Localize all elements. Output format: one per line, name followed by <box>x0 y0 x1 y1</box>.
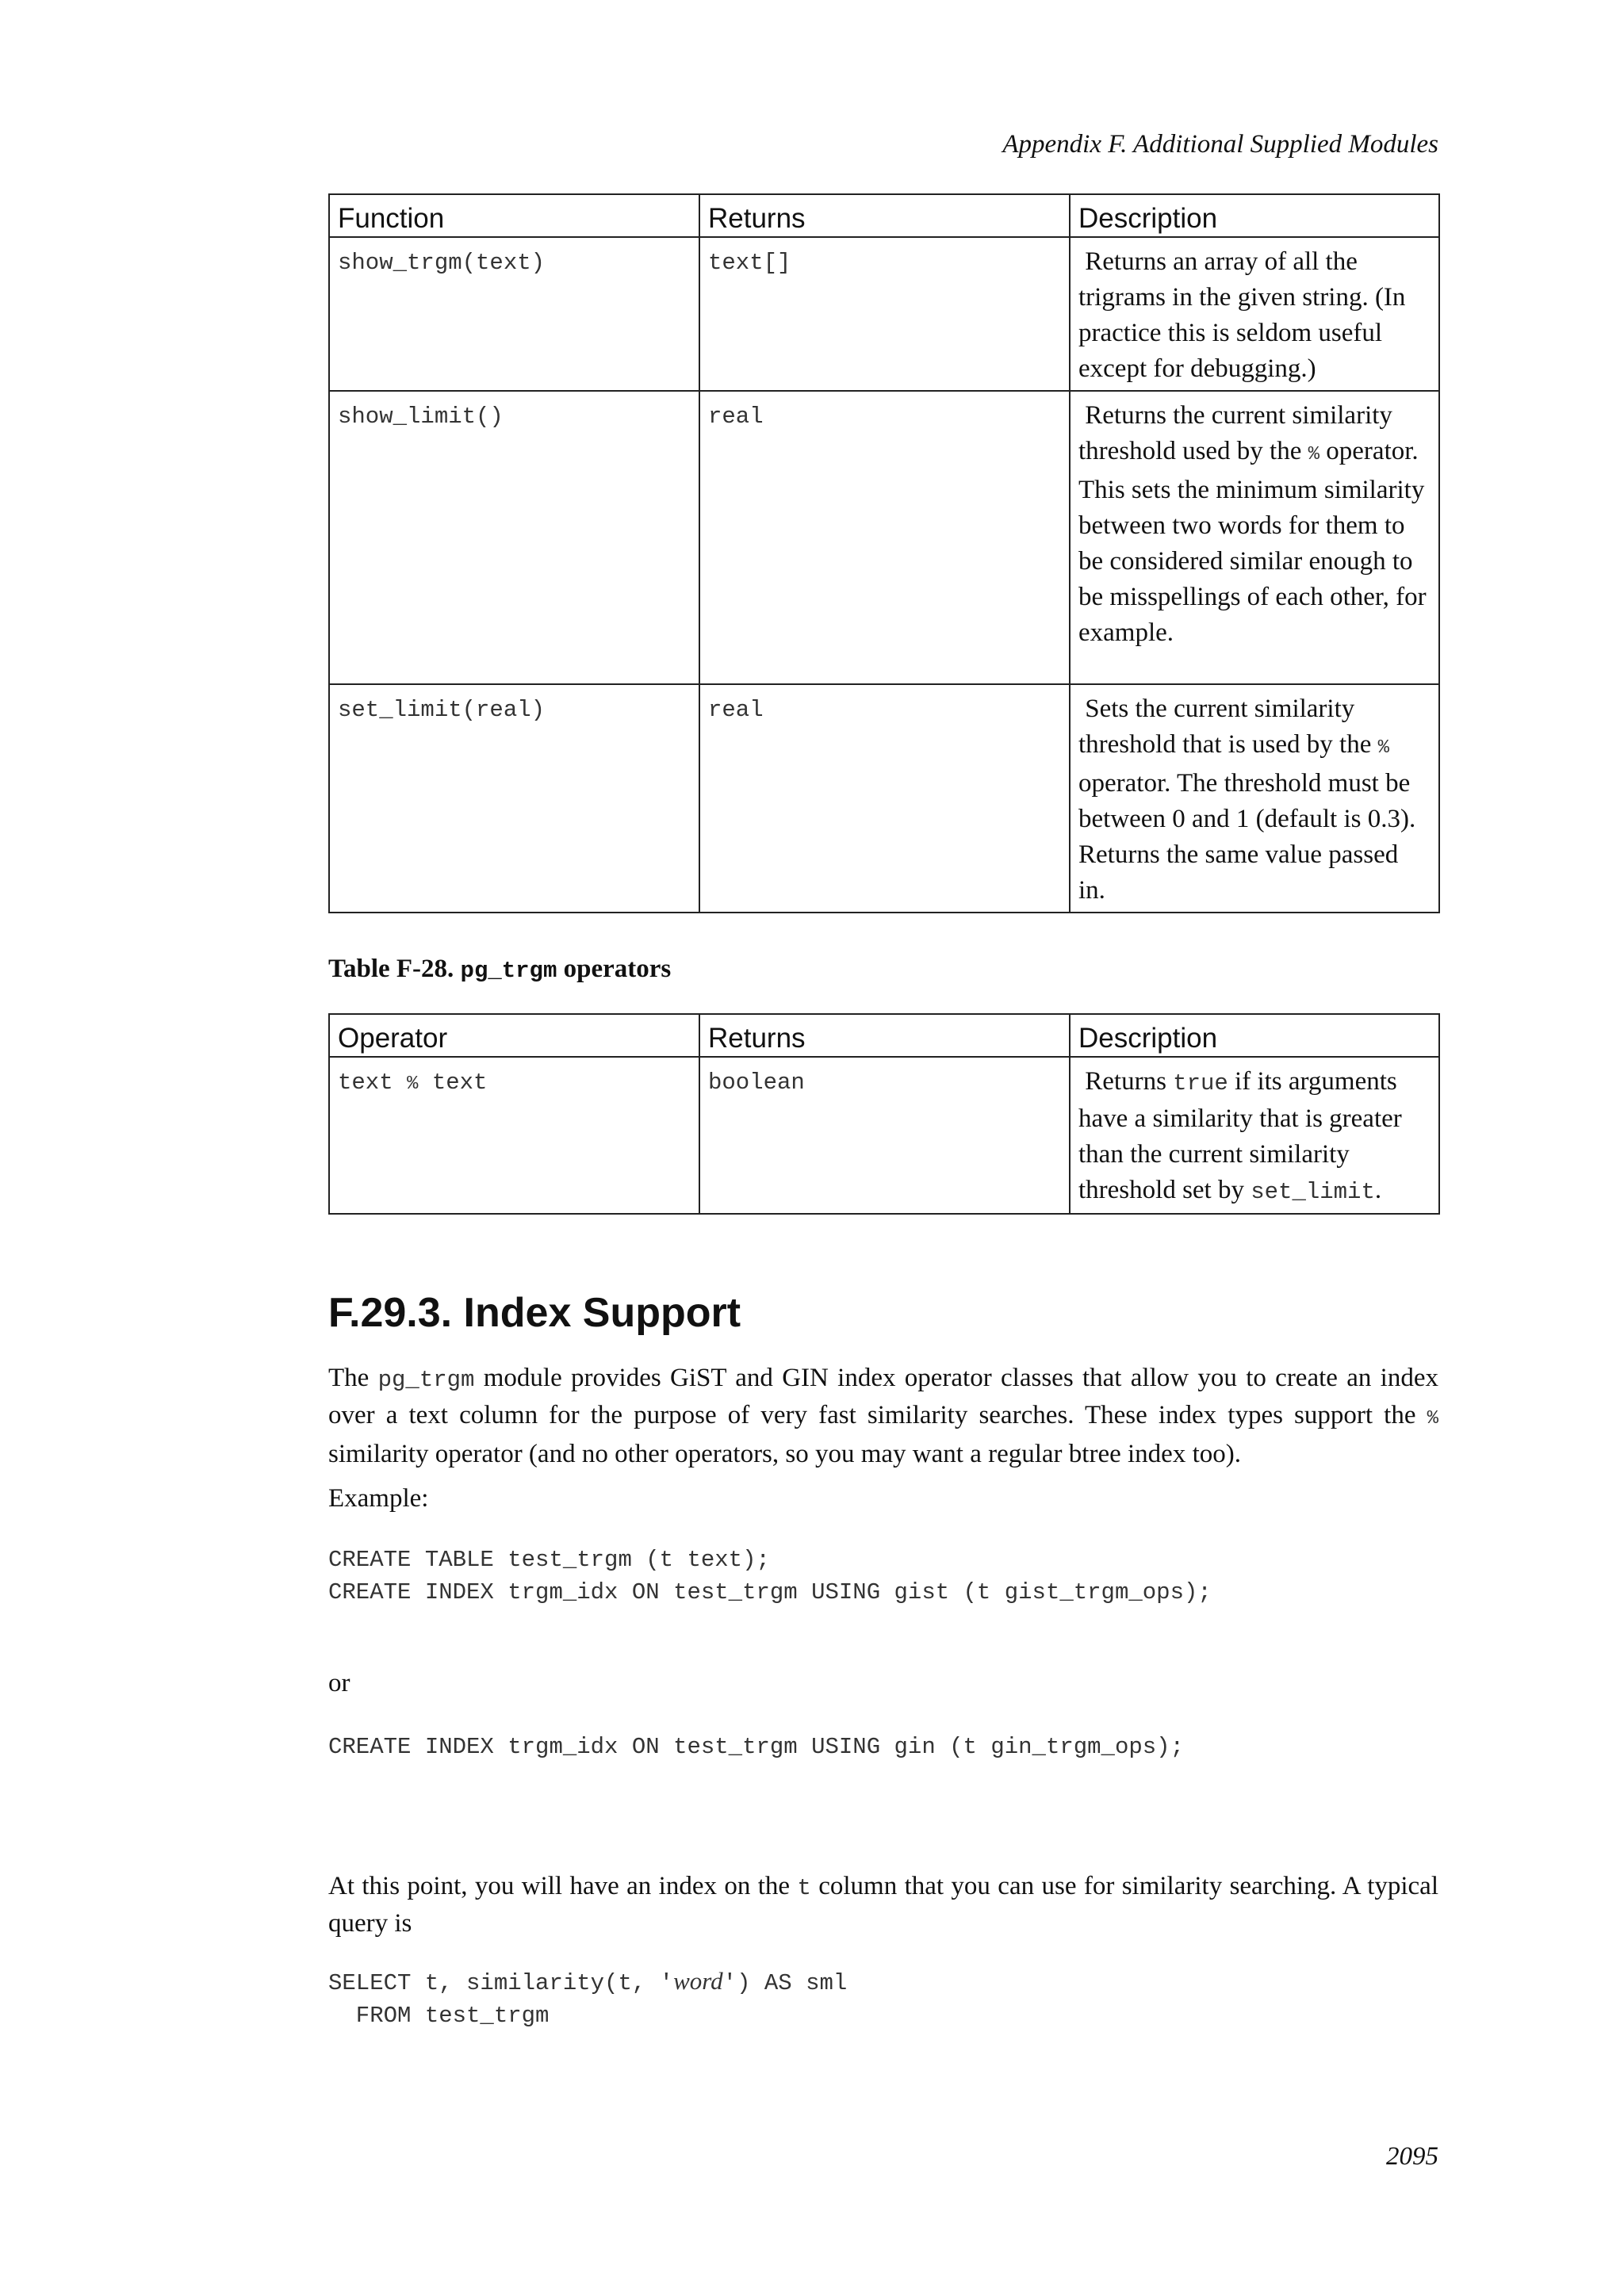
caption-prefix: Table F-28. <box>328 955 461 983</box>
description-cell <box>1070 684 1439 913</box>
column-header-returns: Returns <box>699 194 1070 237</box>
paragraph-text: column that you can use for similarity searching. A typical query is <box>328 1872 1438 1938</box>
code-line: FROM test_trgm <box>328 2003 550 2029</box>
inline-code: pg_trgm <box>377 1367 475 1393</box>
returns-cell: real <box>699 391 1070 684</box>
code-placeholder: word <box>673 1967 723 1995</box>
operators-table <box>328 1013 1440 1215</box>
paragraph-text: The <box>328 1364 378 1392</box>
description-cell <box>1070 391 1439 684</box>
operator-symbol: % <box>407 1073 419 1095</box>
table-row <box>329 391 1439 684</box>
operator-cell <box>329 1057 699 1214</box>
code-line: SELECT t, similarity(t, ' <box>328 1970 674 1996</box>
table-header-row <box>329 1014 1439 1057</box>
description-text: Returns the current similarity threshold used by the <box>1078 401 1392 465</box>
inline-code: set_limit <box>1251 1179 1375 1205</box>
column-header-returns: Returns <box>699 1014 1070 1057</box>
table-caption <box>328 953 671 987</box>
caption-code: pg_trgm <box>460 958 557 984</box>
operator-left: text <box>338 1070 393 1096</box>
functions-table <box>328 193 1440 913</box>
function-cell: set_limit(real) <box>329 684 699 913</box>
table-header-row <box>329 194 1439 237</box>
paragraph-text: module provides GiST and GIN index operator classes that allow you to create an index over a text column for the purpose of very fast similarity searches. These index types support the <box>328 1364 1438 1429</box>
point-paragraph <box>328 1869 1438 1942</box>
example-label: Example: <box>328 1484 429 1513</box>
code-line: CREATE INDEX trgm_idx ON test_trgm USING gist (t gist_trgm_ops); <box>328 1579 1212 1605</box>
page-number: 2095 <box>1386 2142 1438 2171</box>
code-line: CREATE INDEX trgm_idx ON test_trgm USING gin (t gin_trgm_ops); <box>328 1734 1184 1760</box>
description-cell <box>1070 237 1439 391</box>
description-text: operator. The threshold must be between 0 and 1 (default is 0.3). Returns the same value passed in. <box>1078 769 1416 905</box>
inline-code: % <box>1427 1408 1438 1429</box>
returns-cell: real <box>699 684 1070 913</box>
code-line: ') AS sml <box>722 1970 848 1996</box>
running-header: Appendix F. Additional Supplied Modules <box>1002 130 1438 159</box>
table-row <box>329 237 1439 391</box>
returns-cell: boolean <box>699 1057 1070 1214</box>
operator-code: % <box>1308 444 1320 465</box>
description-text: Returns an array of all the trigrams in the given string. (In practice this is seldom useful except for debugging.) <box>1078 247 1406 383</box>
description-text: Sets the current similarity threshold that is used by the <box>1078 695 1378 759</box>
description-text: if its arguments have a similarity that is greater than the current similarity threshold set by <box>1078 1067 1402 1204</box>
paragraph-text: similarity operator (and no other operators, so you may want a regular btree index too). <box>328 1440 1241 1468</box>
description-text: . <box>1374 1176 1382 1204</box>
inline-code: t <box>797 1875 811 1901</box>
operator-code: % <box>1377 737 1390 759</box>
description-text: operator. This sets the minimum similarity between two words for them to be considered similar enough to be misspellings of each other, for example. <box>1078 437 1427 647</box>
column-header-function: Function <box>329 194 699 237</box>
description-text: Returns <box>1085 1067 1174 1096</box>
returns-cell: text[] <box>699 237 1070 391</box>
intro-paragraph <box>328 1360 1438 1472</box>
table-row <box>329 684 1439 913</box>
section-heading: F.29.3. Index Support <box>328 1290 741 1336</box>
function-cell: show_trgm(text) <box>329 237 699 391</box>
code-block-select <box>328 1965 847 2032</box>
operator-right: text <box>431 1070 488 1096</box>
code-block-gin <box>328 1731 1184 1763</box>
code-line: CREATE TABLE test_trgm (t text); <box>328 1547 770 1573</box>
description-cell <box>1070 1057 1439 1214</box>
column-header-operator: Operator <box>329 1014 699 1057</box>
paragraph-text: At this point, you will have an index on the <box>328 1872 798 1900</box>
table-row <box>329 1057 1439 1214</box>
column-header-description: Description <box>1070 1014 1439 1057</box>
column-header-description: Description <box>1070 194 1439 237</box>
code-block-create <box>328 1544 1212 1609</box>
inline-code: true <box>1173 1070 1228 1096</box>
or-label: or <box>328 1669 350 1697</box>
caption-suffix: operators <box>557 955 672 983</box>
function-cell: show_limit() <box>329 391 699 684</box>
